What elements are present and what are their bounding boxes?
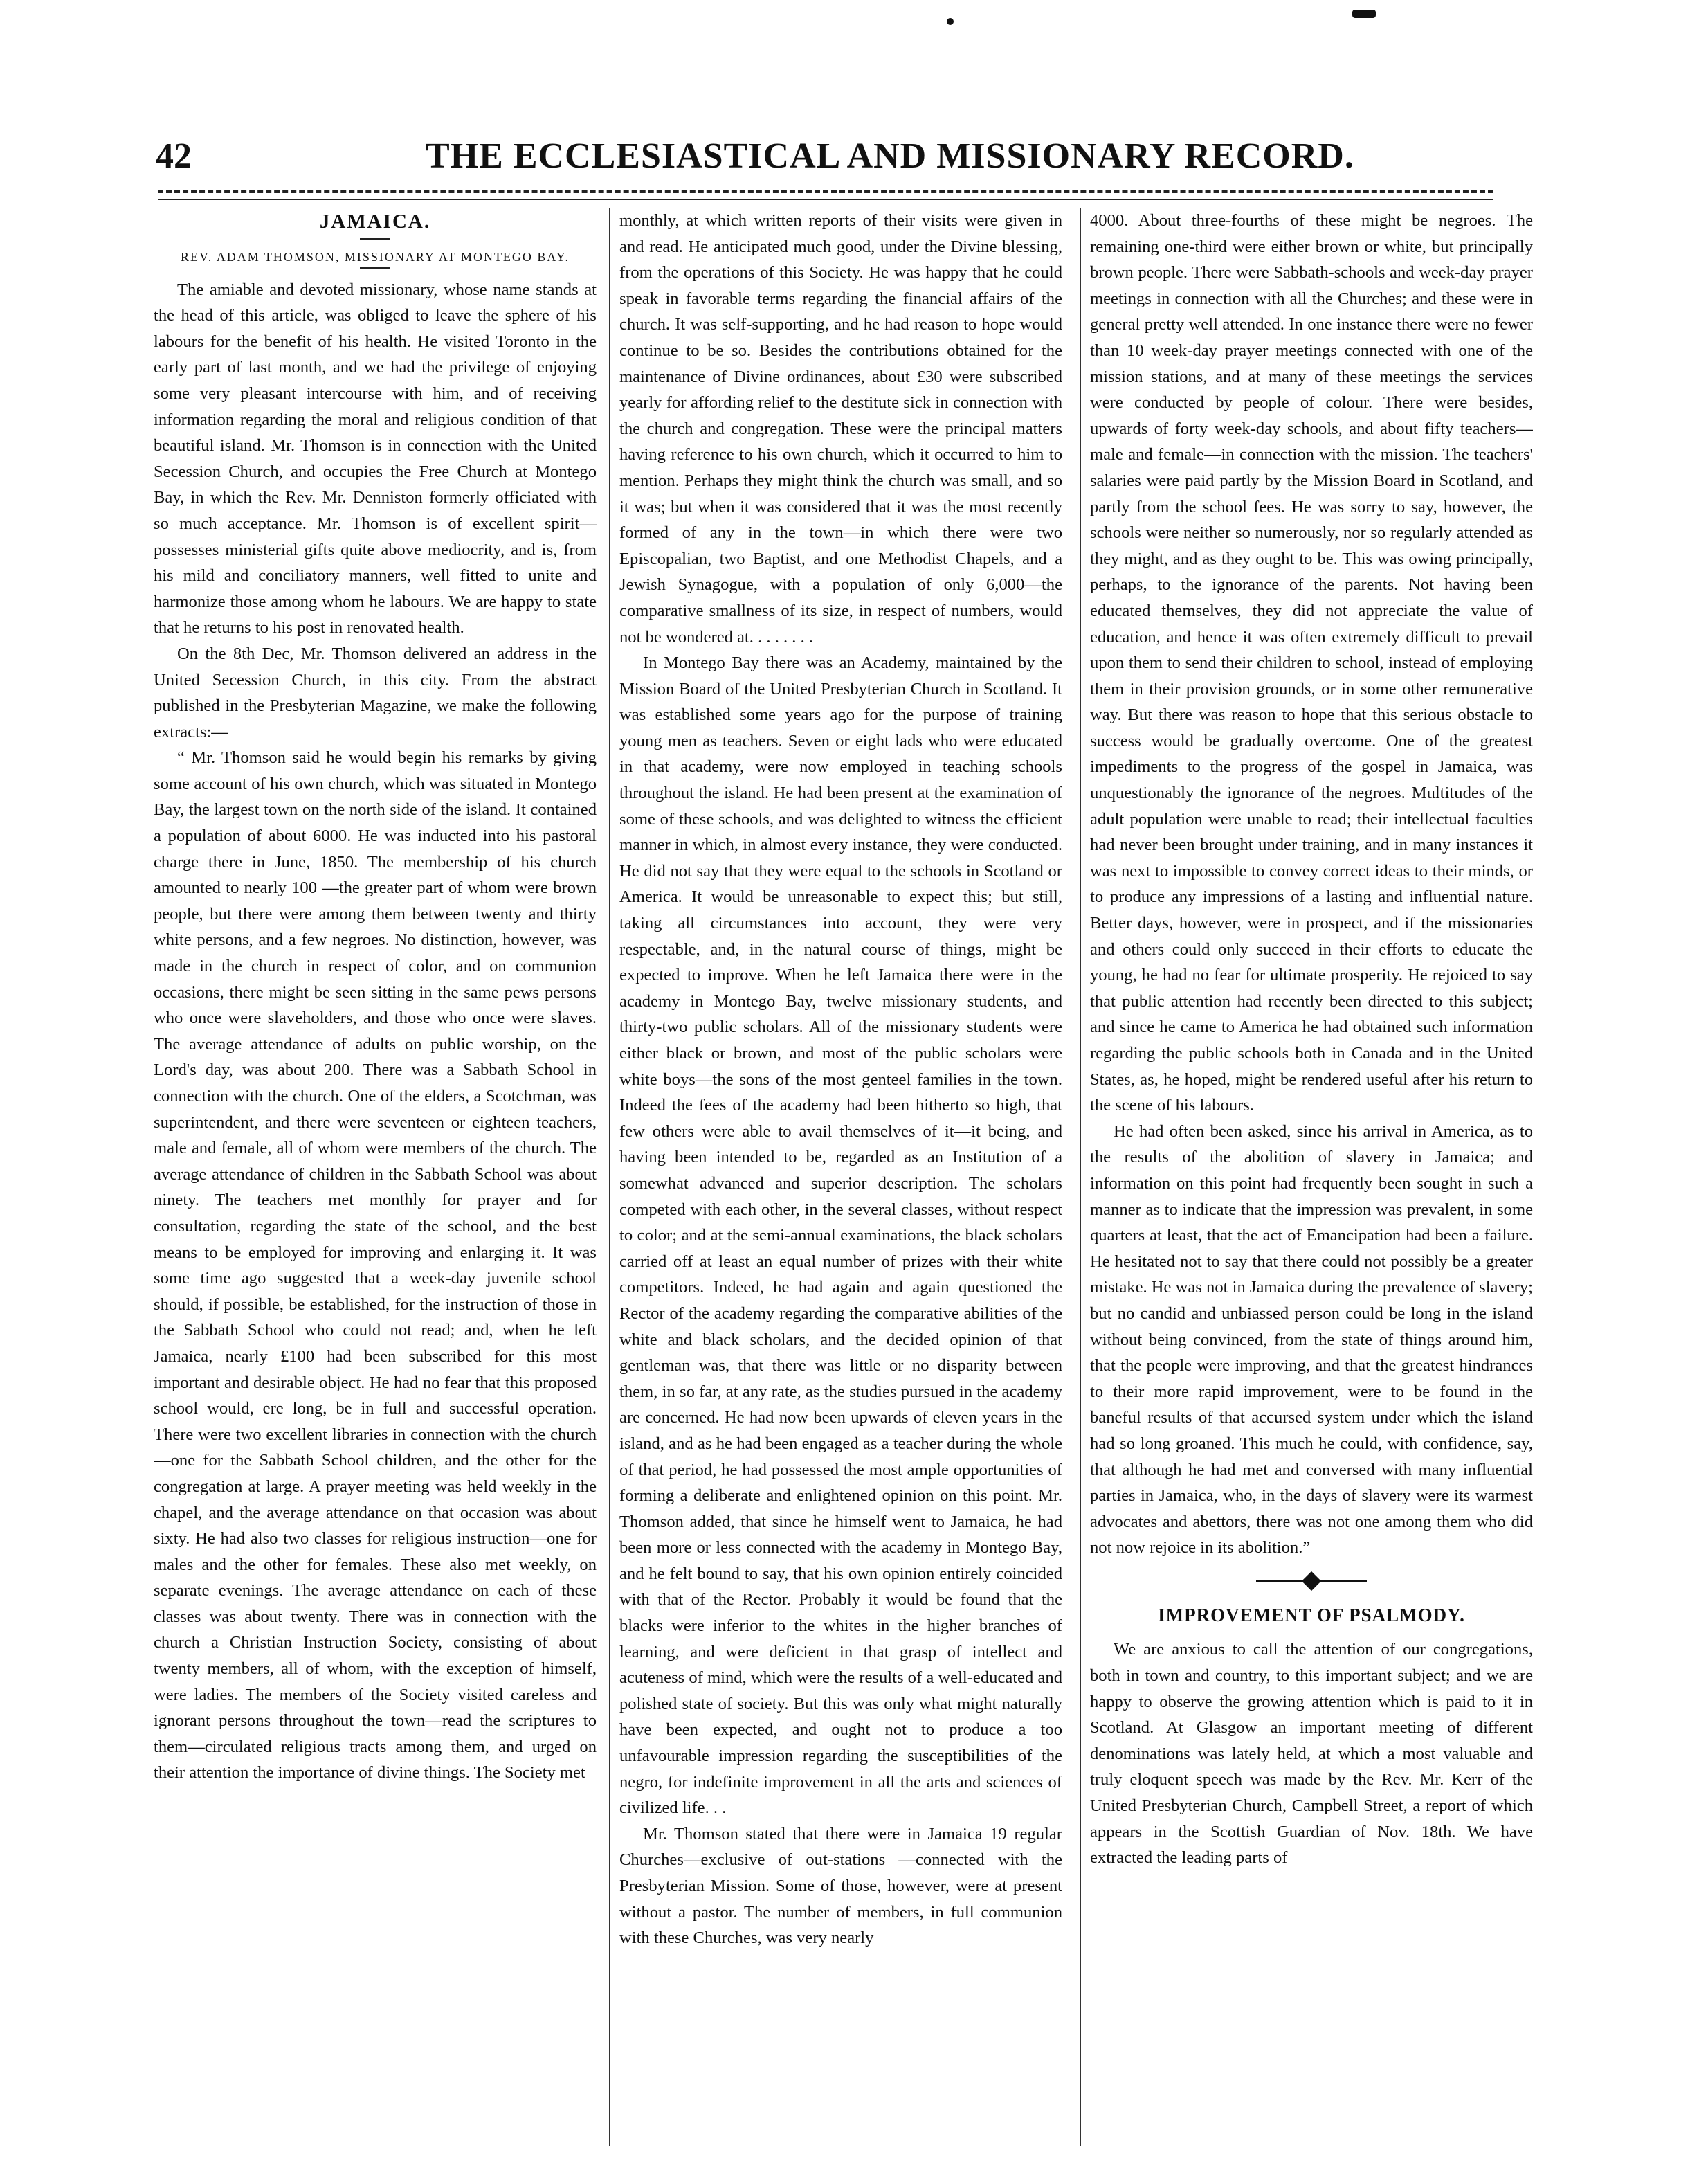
column-divider bbox=[1080, 208, 1081, 2146]
ink-speck bbox=[947, 18, 954, 25]
running-head-title: THE ECCLESIASTICAL AND MISSIONARY RECORD. bbox=[426, 136, 1354, 176]
byline-rule bbox=[360, 267, 390, 269]
column-divider bbox=[609, 208, 610, 2146]
ornament-diamond bbox=[1302, 1571, 1321, 1591]
paragraph: In Montego Bay there was an Academy, maintained by the Mission Board of the United Presbyterian Church in Scotland. It was established some years ago for the purpose of training young men as teachers. Seven or eight lads who were educated in that academy, were now employed in teaching schools throughout the island. He had been present at the examination of some of these schools, and was delighted to witness the efficient manner in which, in almost every instance, they were conducted. He did not say that they were equal to the schools in Scotland or America. It would be unreasonable to expect this; but still, taking all circumstances into account, they were very respectable, and, in the natural course of things, might be expected to improve. When he left Jamaica there were in the academy in Montego Bay, twelve missionary students, and thirty-two public scholars. All of the missionary students were either black or brown, and most of the public scholars were white boys—the sons of the most genteel families in the town. Indeed the fees of the academy had been hitherto so high, that few others were able to avail themselves of it—it being, and having been intended to be, regarded as an Institution of a somewhat advanced and superior description. The scholars competed with each other, in the several classes, without respect to color; and at the semi-annual examinations, the black scholars carried off at least an equal number of prizes with their white competitors. Indeed, he had again and again questioned the Rector of the academy regarding the comparative abilities of the white and black scholars, and the decided opinion of that gentleman was, that there was little or no disparity between them, in so far, at any rate, as the studies pursued in the academy are concerned. He had now been upwards of eleven years in the island, and as he had been engaged as a teacher during the whole of that period, he had possessed the most ample opportunities of forming a deliberate and enlightened opinion on this point. Mr. Thomson added, that since he himself went to Jamaica, he had been more or less connected with the academy in Montego Bay, and he felt bound to say, that his own opinion entirely coincided with that of the Rector. Probably it would be found that the blacks were inferior to the whites in the higher branches of learning, and were deficient in that grasp of intellect and acuteness of mind, which were the results of a well-educated and polished state of society. But this was only what might naturally have been expected, and ought not to produce a too unfavourable impression regarding the susceptibilities of the negro, for indefinite improvement in all the arts and sciences of civilized life. . . bbox=[619, 653, 1062, 1818]
column-middle bbox=[619, 208, 1062, 2146]
page-number: 42 bbox=[156, 136, 192, 176]
paragraph: “ Mr. Thomson said he would begin his remarks by giving some account of his own church, which was situated in Montego Bay, the largest town on the north side of the island. It contained a population of about 6000. He was inducted into his pastoral charge there in June, 1850. The membership of his church amounted to nearly 100 —the greater part of whom were brown people, but there were among them between twenty and thirty white persons, and a few negroes. No distinction, however, was made in the church in respect of color, and on communion occasions, there might be seen sitting in the same pews persons who once were slaveholders, and those who once were slaves. The average attendance of adults on public worship, on the Lord's day, was about 200. There was a Sabbath School in connection with the church. One of the elders, a Scotchman, was superintendent, and there were seventeen or eighteen teachers, male and female, all of whom were members of the church. The average attendance of children in the Sabbath School was about ninety. The teachers met monthly for prayer and for consultation, regarding the state of the school, and the best means to be employed for improving and enlarging it. It was some time ago suggested that a week-day juvenile school should, if possible, be established, for the instruction of those in the Sabbath School who could not read; and, when he left Jamaica, nearly £100 had been subscribed for this most important and desirable object. He had no fear that this proposed school would, ere long, be in full and successful operation. There were two excellent libraries in connection with the church—one for the Sabbath School children, and the other for the congregation at large. A prayer meeting was held weekly in the chapel, and the average attendance on that occasion was about sixty. He had also two classes for religious instruction—one for males and the other for females. These also met weekly, on separate evenings. The average attendance on each of these classes was about twenty. There was in connection with the church a Christian Instruction Society, consisting of about twenty members, all of whom, with the exception of himself, were ladies. The members of the Society visited careless and ignorant persons throughout the town—read the scriptures to them—circulated religious tracts among them, and urged on their attention the importance of divine things. The Society met bbox=[154, 748, 597, 1783]
paragraph: On the 8th Dec, Mr. Thomson delivered an address in the United Secession Church, in this city. From the abstract published in the Presbyterian Magazine, we make the following extracts:— bbox=[154, 644, 597, 741]
article-byline: REV. ADAM THOMSON, MISSIONARY AT MONTEGO BAY. bbox=[181, 249, 570, 264]
section-ornament bbox=[1256, 1573, 1367, 1589]
column-left bbox=[154, 208, 597, 2146]
column-right bbox=[1090, 208, 1533, 2146]
article-heading: JAMAICA. bbox=[319, 210, 431, 233]
ink-speck bbox=[1352, 10, 1376, 18]
header-rule-dashed bbox=[158, 190, 1493, 193]
paragraph: We are anxious to call the attention of our congregations, both in town and country, to this important subject; and we are happy to observe the growing attention which is paid to it in Scotland. At Glasgow an important meeting of different denominations was lately held, at which a most valuable and truly eloquent speech was made by the Rev. Mr. Kerr of the United Presbyterian Church, Campbell Street, a report of which appears in the Scottish Guardian of Nov. 18th. We have extracted the leading parts of bbox=[1090, 1640, 1533, 1868]
heading-rule bbox=[360, 238, 390, 240]
paragraph: He had often been asked, since his arrival in America, as to the results of the abolition of slavery in Jamaica; and information on this point had frequently been sought in such a manner as to indicate that the impression was prevalent, in some quarters at least, that the act of Emancipation had been a failure. He hesitated not to say that there could not possibly be a greater mistake. He was not in Jamaica during the prevalence of slavery; but no candid and unbiassed person could be long in the island without being convinced, from the state of things around him, that the people were improving, and that the greatest hindrances to their more rapid improvement, were to be found in the baneful results of that accursed system under which the island had so long groaned. This much he could, with confidence, say, that although he had met and conversed with many influential parties in Jamaica, who, in the days of slavery were its warmest advocates and abettors, there was not one among them who did not now rejoice in its abolition.” bbox=[1090, 1121, 1533, 1558]
paragraph: Mr. Thomson stated that there were in Jamaica 19 regular Churches—exclusive of out-stations —connected with the Presbyterian Mission. Some of those, however, were at present without a pastor. The number of members, in full communion with these Churches, was very nearly bbox=[619, 1824, 1062, 1948]
article-heading: IMPROVEMENT OF PSALMODY. bbox=[1158, 1604, 1465, 1625]
paragraph: 4000. About three-fourths of these might be negroes. The remaining one-third were either brown or white, but principally brown people. There were Sabbath-schools and week-day prayer meetings in connection with all the Churches; and these were in general pretty well attended. In one instance there were no fewer than 10 week-day prayer meetings connected with one of the mission stations, and at many of these meetings the services were conducted by people of colour. There were besides, upwards of forty week-day schools, and about fifty teachers—male and female—in connection with the mission. The teachers' salaries were paid partly by the Mission Board in Scotland, and partly from the school fees. He was sorry to say, however, the schools were neither so numerously, nor so regularly attended as they might, and as they ought to be. This was owing principally, perhaps, to the ignorance of the parents. Not having been educated themselves, they did not appreciate the value of education, and hence it was often extremely difficult to prevail upon them to send their children to school, instead of employing them in their provision grounds, or in some other remunerative way. But there was reason to hope that this serious obstacle to success would be gradually overcome. One of the greatest impediments to the progress of the gospel in Jamaica, was unquestionably the ignorance of the negroes. Multitudes of the adult population were unable to read; their intellectual faculties had never been brought under training, and in many instances it was next to impossible to convey correct ideas to their minds, or to produce any impressions of a lasting and influential nature. Better days, however, were in prospect, and if the missionaries and others could only succeed in their efforts to educate the young, he had no fear for ultimate prosperity. He rejoiced to say that public attention had recently been directed to this subject; and since he came to America he had obtained such information regarding the public schools both in Canada and in the United States, as, he hoped, might be rendered useful after his return to the scene of his labours. bbox=[1090, 211, 1533, 1115]
paragraph: monthly, at which written reports of their visits were given in and read. He anticipated much good, under the Divine blessing, from the operations of this Society. He was happy that he could speak in favorable terms regarding the financial affairs of the church. It was self-supporting, and he had reason to hope would continue to be so. Besides the contributions obtained for the maintenance of Divine ordinances, about £30 were subscribed yearly for affording relief to the destitute sick in connection with the church and congregation. These were the principal matters having reference to his own church, which it occurred to him to mention. Perhaps they might think the church was small, and so it was; but when it was considered that it was the most recently formed of any in the town—in which there were two Episcopalian, two Baptist, and one Methodist Chapels, and a Jewish Synagogue, with a population of only 6,000—the comparative smallness of its size, in respect of numbers, would not be wondered at. . . . . . . . bbox=[619, 211, 1062, 647]
page-header bbox=[156, 136, 1491, 177]
header-rule bbox=[158, 199, 1493, 200]
paragraph: The amiable and devoted missionary, whose name stands at the head of this article, was obliged to leave the sphere of his labours for the benefit of his health. He visited Toronto in the early part of last month, and we had the privilege of enjoying some very pleasant intercourse with him, and of receiving information regarding the moral and religious condition of that beautiful island. Mr. Thomson is in connection with the United Secession Church, and occupies the Free Church at Montego Bay, in which the Rev. Mr. Denniston formerly officiated with so much acceptance. Mr. Thomson is of excellent spirit—possesses ministerial gifts quite above mediocrity, and is, from his mild and conciliatory manners, well fitted to unite and harmonize those among whom he labours. We are happy to state that he returns to his post in renovated health. bbox=[154, 280, 597, 638]
